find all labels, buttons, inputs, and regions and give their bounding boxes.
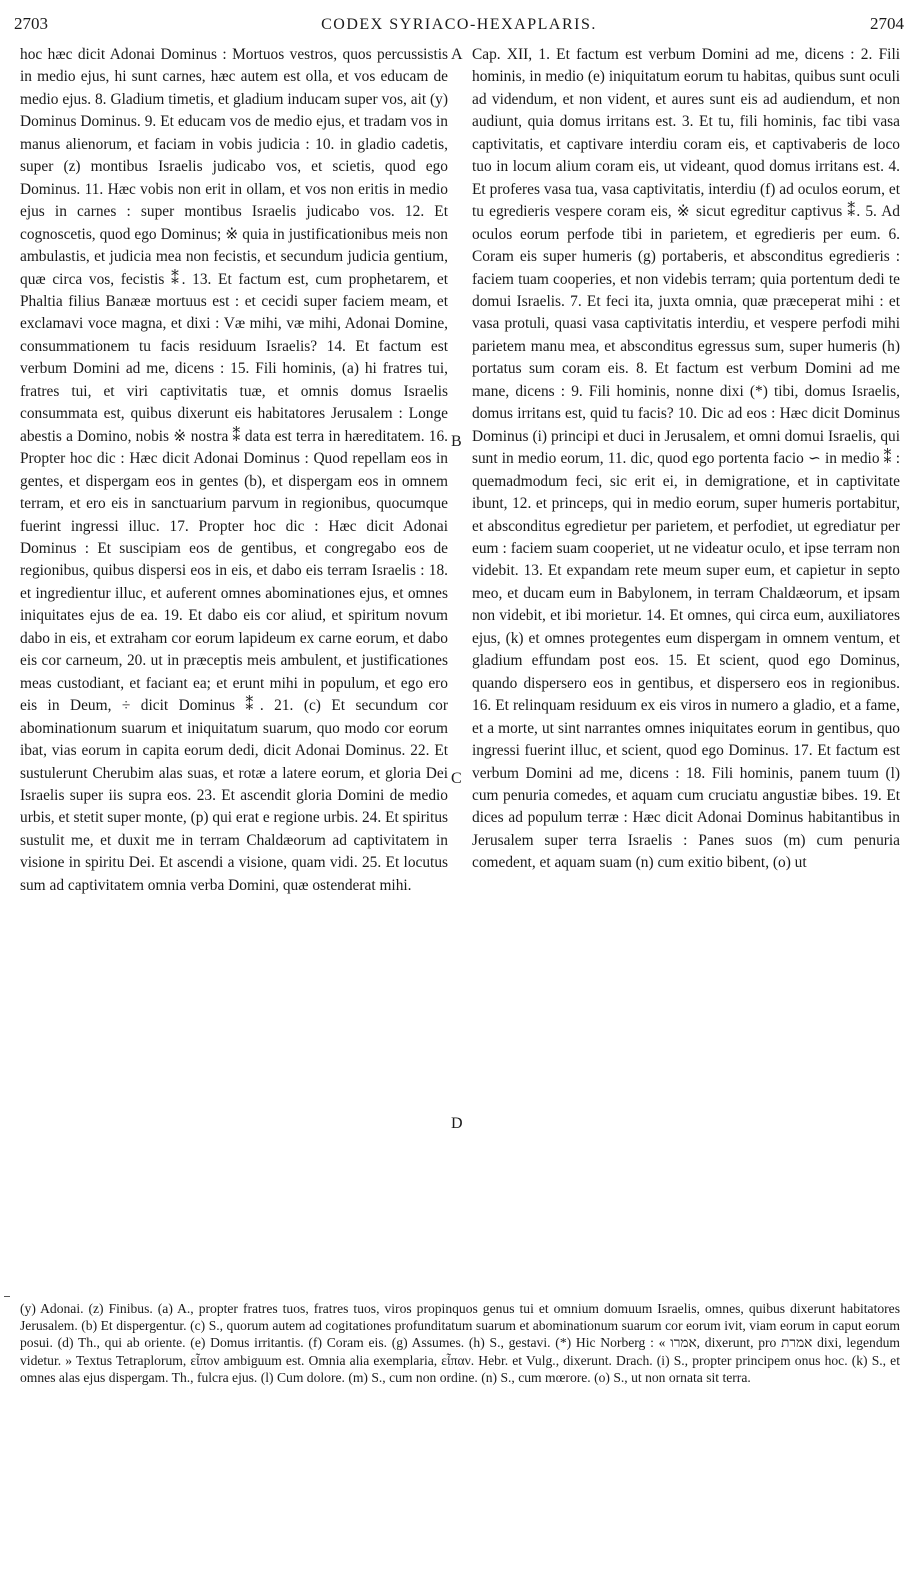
text-column-right: Cap. XII, 1. Et factum est verbum Domini ad me, dicens : 2. Fili hominis, in medio (e) iniquitatum eorum tu habitas, quibus sunt oculi ad videndum, et non vident, et aures sunt eis ad audiendum, et non audiunt, quia domus irritans est. 3. Et tu, fili hominis, fac tibi vasa captivitatis, et captivare interdiu coram eis, et captivaberis de loco tuo in locum alium coram eis, ut videant, quod domus irritans est. 4. Et proferes vasa tua, vasa captivitatis, interdiu (f) ad oculos eorum, et tu egredieris vespere coram eis, ※ sicut egreditur captivus ⁑. 5. Ad oculos eorum perfode tibi in parietem, et egredieris per eum. 6. Coram eis super humeris (g) portaberis, et absconditus egredieris : faciem tuam cooperies, et non videbis terram; quia portentum dedi te domui Israelis. 7. Et feci ita, juxta omnia, quæ præceperat mihi : et vasa protuli, quasi vasa captivitatis interdiu, et vespere perfodi mihi parietem manu mea, et absconditus egressus sum, super humeris (h) portatus sum coram eis. 8. Et factum est verbum Domini ad me mane, dicens : 9. Fili hominis, nonne dixi (*) tibi, domus Israelis, domus irritans est, quid tu facis? 10. Dic ad eos : Hæc dicit Dominus Dominus (i) principi et duci in Jerusalem, et omni domui Israelis, qui sunt in medio eorum, 11. dic, quod ego portenta facio ∽ in medio ⁑ : quemadmodum feci, sic erit ei, in demigratione, et in captivitate ibunt, 12. et princeps, qui in medio eorum, super humeris portabitur, et absconditus egredietur per parietem, et perfodiet, ut egrediatur per eum : faciem suam cooperiet, ut ne videatur oculo, et ipse terram non videbit. 13. Et expandam rete meum super eum, et capietur in septo meo, et ducam eum in Babylonem, in terram Chaldæorum, et ipsam non videbit, et ibi morietur. 14. Et omnes, qui circa eum, auxiliatores ejus, (k) et omnes protegentes eum dispergam in omnem ventum, et gladium effundam post eos. 15. Et scient, quod ego Dominus, quando dispersero eos in gentibus, et dispersero eos in regionibus. 16. Et relinquam residuum ex eis viros in numero a gladio, et a fame, et a morte, ut sint narrantes omnes iniquitates eorum in gentibus, quo ingressi fuerint illuc, et scient, quod ego Dominus. 17. Et factum est verbum Domini ad me, dicens : 18. Fili hominis, panem tuum (l) cum penuria comedes, et aquam cum cruciatu angustiæ bibes. 19. Et dices ad populum terræ : Hæc dicit Adonai Dominus habitantibus in Jerusalem super terra Israelis : Panes suos (m) cum penuria comedent, et aquam suam (n) cum exitio bibent, (o) ut bbox=[472, 46, 900, 872]
margin-marker-b: B bbox=[451, 433, 462, 450]
running-title: CODEX SYRIACO-HEXAPLARIS. bbox=[321, 16, 597, 33]
text-column-left: hoc hæc dicit Adonai Dominus : Mortuos vestros, quos percussistis in medio ejus, hi sunt carnes, hæc autem est olla, et vos educam de medio ejus. 8. Gladium timetis, et gladium inducam super vos, ait (y) Dominus Dominus. 9. Et educam vos de medio ejus, et tradam vos in manus alienorum, et faciam in vobis judicia : 10. in gladio cadetis, super (z) montibus Israelis judicabo vos, et scietis, quod ego Dominus. 11. Hæc vobis non erit in ollam, et vos non eritis in medio ejus in carnes : super montibus Israelis judicabo vos. 12. Et cognoscetis, quod ego Dominus; ※ quia in justificationibus meis non ambulastis, et judicia mea non fecistis, et secundum judicia gentium, quæ circa vos, fecistis ⁑. 13. Et factum est, cum prophetarem, et Phaltia filius Banææ mortuus est : et cecidi super faciem meam, et exclamavi voce magna, et dixi : Væ mihi, væ mihi, Adonai Domine, consummationem tu facis residuum Israelis? 14. Et factum est verbum Domini ad me, dicens : 15. Fili hominis, (a) hi fratres tui, fratres tui, et viri captivitatis tuæ, et omnis domus Israelis consummata est, quibus dixerunt eis habitatores Jerusalem : Longe abestis a Domino, nobis ※ nostra ⁑ data est terra in hæreditatem. 16. Propter hoc dic : Hæc dicit Adonai Dominus : Quod repellam eos in gentes, et dispergam eos in gentes (b), et dispergam eos in omnem terram, et ero eis in sanctuarium parvum in regionibus, quocumque fuerint ingressi illuc. 17. Propter hoc dic : Hæc dicit Adonai Dominus : Et suscipiam eos de gentibus, et congregabo eos de regionibus, quibus dispersi eos in eis, et dabo eis terram Israelis : 18. et ingredientur illuc, et auferent omnes abominationes ejus, et omnes iniquitates ejus de ea. 19. Et dabo eis cor aliud, et spiritum novum dabo in eis, et extraham cor eorum lapideum ex carne eorum, et dabo eis cor carneum, 20. ut in præceptis meis ambulent, et justificationes meas custodiant, et faciant ea; et erunt mihi in populum, et ego ero eis in Deum, ÷ dicit Dominus ⁑. 21. (c) Et secundum cor abominationum suarum et iniquitatum suarum, quo modo cor eorum ibat, vias eorum in capita eorum dedi, dicit Adonai Dominus. 22. Et sustulerunt Cherubim alas suas, et rotæ a latere eorum, et gloria Dei Israelis super iis supra eos. 23. Et ascendit gloria Domini de medio urbis, et stetit super monte, (p) qui erat e regione urbis. 24. Et spiritus sustulit me, et duxit me in terram Chaldæorum ad captivitatem in visione in spiritu Dei. Et ascendi a visione, quam vidi. 25. Et locutus sum ad captivitatem omnia verba Domini, quæ ostenderat mihi. bbox=[20, 46, 448, 894]
footnote-separator bbox=[4, 1296, 10, 1297]
margin-marker-d: D bbox=[451, 1115, 463, 1132]
page-header bbox=[14, 14, 904, 42]
page-number-right: 2704 bbox=[870, 14, 904, 33]
margin-marker-a: A bbox=[451, 46, 463, 63]
page-number-left: 2703 bbox=[14, 14, 48, 33]
footnotes: (y) Adonai. (z) Finibus. (a) A., propter fratres tuos, fratres tuos, viros propinquos genus tui et omnium domuum Israelis, omnes, quibus dixerunt habitatores Jerusalem. (b) Et dispergentur. (c) S., quorum autem ad cogitationes profunditatum suarum et abominationum suarum cor eorum ivit, viam eorum in caput eorum posui. (d) Th., qui ab oriente. (e) Domus irritantis. (f) Coram eis. (g) Assumes. (h) S., gestavi. (*) Hic Norberg : « אמרו, dixerunt, pro אמרת dixi, legendum videtur. » Textus Tetraplorum, εἶπον ambiguum est. Omnia alia exemplaria, εἶπαν. Hebr. et Vulg., dixerunt. Drach. (i) S., propter principem onus hoc. (k) S., et omnes alas ejus dispergam. Th., fulcra ejus. (l) Cum dolore. (m) S., cum non ordine. (n) S., cum mœrore. (o) S., ut non ornata sit terra. bbox=[20, 1301, 900, 1385]
margin-marker-c: C bbox=[451, 770, 462, 787]
